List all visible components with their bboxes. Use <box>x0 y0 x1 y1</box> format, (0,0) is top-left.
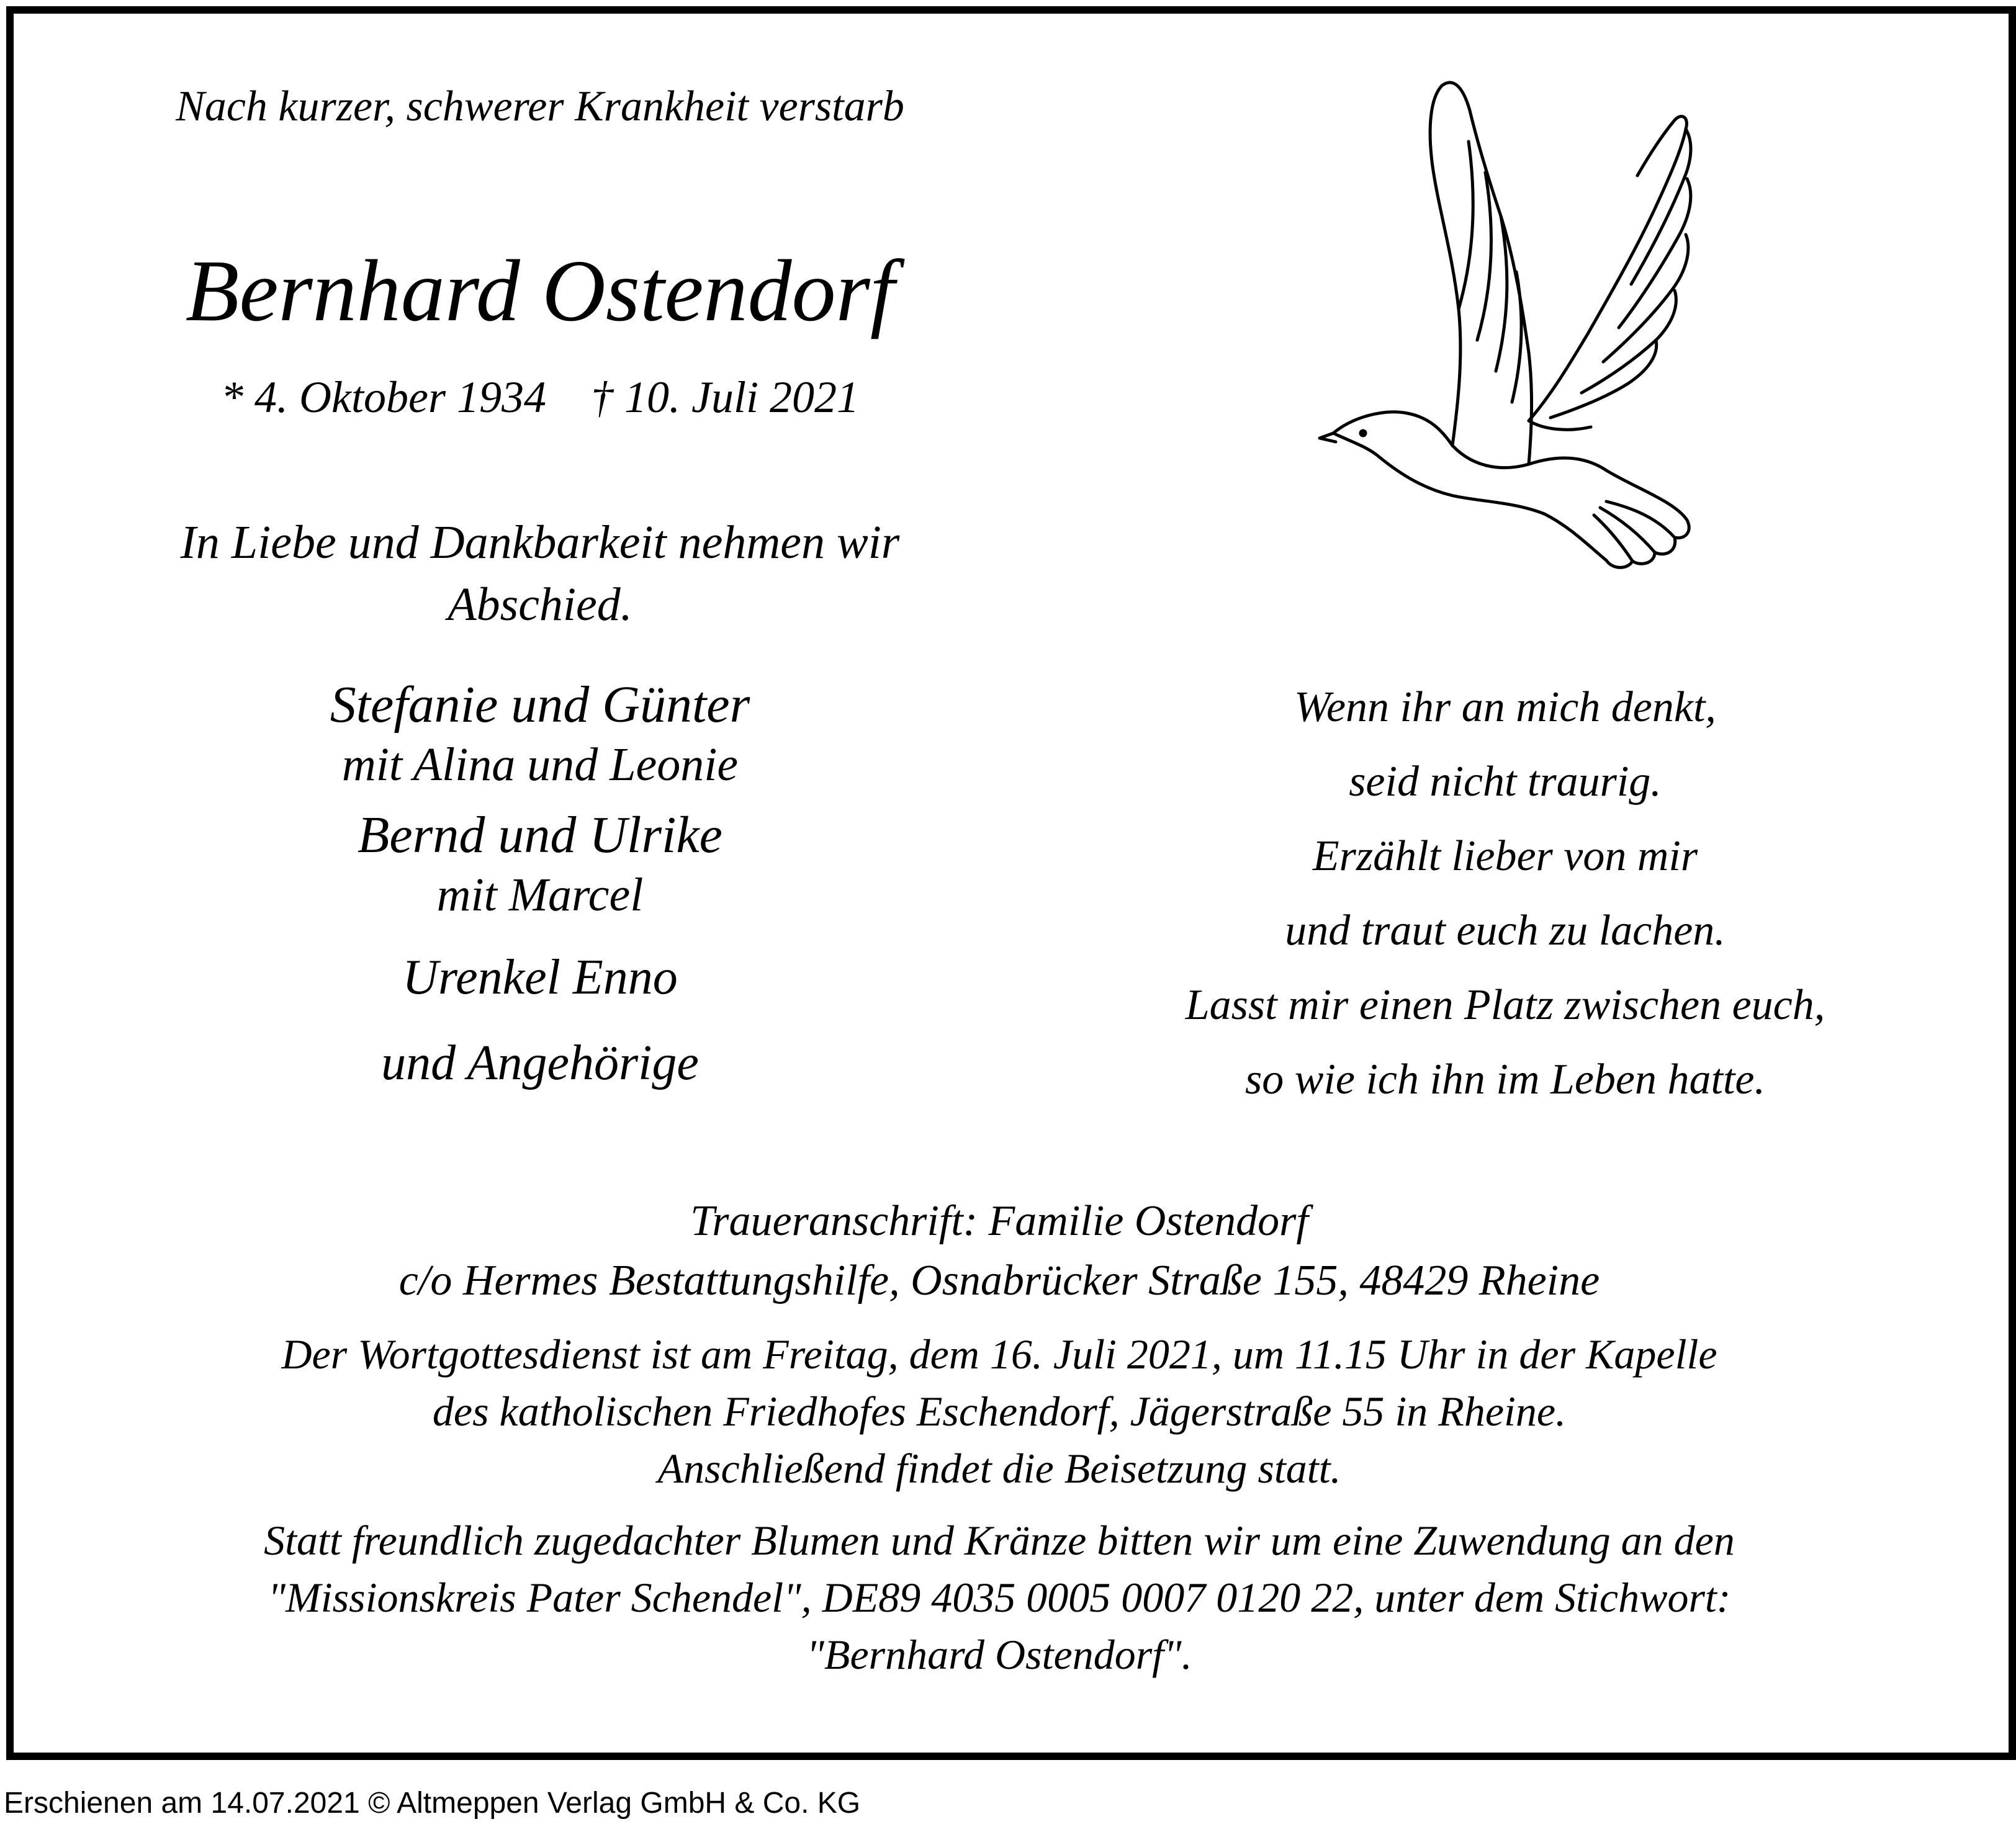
donation-info <box>99 1512 1899 1683</box>
farewell-line: In Liebe und Dankbarkeit nehmen wir <box>180 516 900 568</box>
family-group-main: Bernd und Ulrike <box>358 806 722 864</box>
family-list <box>99 674 981 1106</box>
address-line: c/o Hermes Bestattungshilfe, Osnabrücker Straße 155, 48429 Rheine <box>398 1257 1600 1304</box>
donation-line: Statt freundlich zugedachter Blumen und Kränze bitten wir um eine Zuwendung an den <box>264 1517 1735 1564</box>
family-group <box>99 674 981 793</box>
poem-line: Lasst mir einen Platz zwischen euch, <box>1185 981 1825 1029</box>
service-info <box>99 1326 1899 1497</box>
mourning-address <box>99 1192 1899 1311</box>
farewell-text <box>99 511 981 635</box>
poem <box>1136 670 1874 1117</box>
intro-text: Nach kurzer, schwerer Krankheit verstarb <box>176 83 904 130</box>
farewell-line: Abschied. <box>448 578 632 631</box>
life-dates: * 4. Oktober 1934 † 10. Juli 2021 <box>221 372 859 422</box>
poem-line: seid nicht traurig. <box>1349 758 1662 806</box>
poem-line: Erzählt lieber von mir <box>1312 832 1698 880</box>
deceased-name: Bernhard Ostendorf <box>185 241 895 339</box>
publication-footer: Erschienen am 14.07.2021 © Altmeppen Verlag GmbH & Co. KG <box>4 1787 861 1820</box>
poem-line: Wenn ihr an mich denkt, <box>1294 683 1716 731</box>
service-line: des katholischen Friedhofes Eschendorf, Jägerstraße 55 in Rheine. <box>432 1388 1567 1435</box>
service-line: Der Wortgottesdienst ist am Freitag, dem 16. Juli 2021, um 11.15 Uhr in der Kapelle <box>281 1331 1717 1378</box>
family-group-sub: mit Alina und Leonie <box>341 739 739 791</box>
donation-line: "Missionskreis Pater Schendel", DE89 4035 0005 0007 0120 22, unter dem Stichwort: <box>268 1574 1731 1621</box>
family-group-main: Stefanie und Günter <box>330 676 750 734</box>
family-single: Urenkel Enno <box>402 950 678 1005</box>
dove-icon <box>1315 73 1699 619</box>
family-group <box>99 804 981 923</box>
donation-line: "Bernhard Ostendorf". <box>806 1631 1192 1678</box>
address-line: Traueranschrift: Familie Ostendorf <box>690 1197 1308 1245</box>
poem-line: so wie ich ihn im Leben hatte. <box>1245 1056 1765 1103</box>
family-group-sub: mit Marcel <box>436 869 644 921</box>
service-line: Anschließend findet die Beisetzung statt. <box>657 1445 1341 1492</box>
family-single: und Angehörige <box>381 1036 699 1090</box>
poem-line: und traut euch zu lachen. <box>1285 907 1726 954</box>
